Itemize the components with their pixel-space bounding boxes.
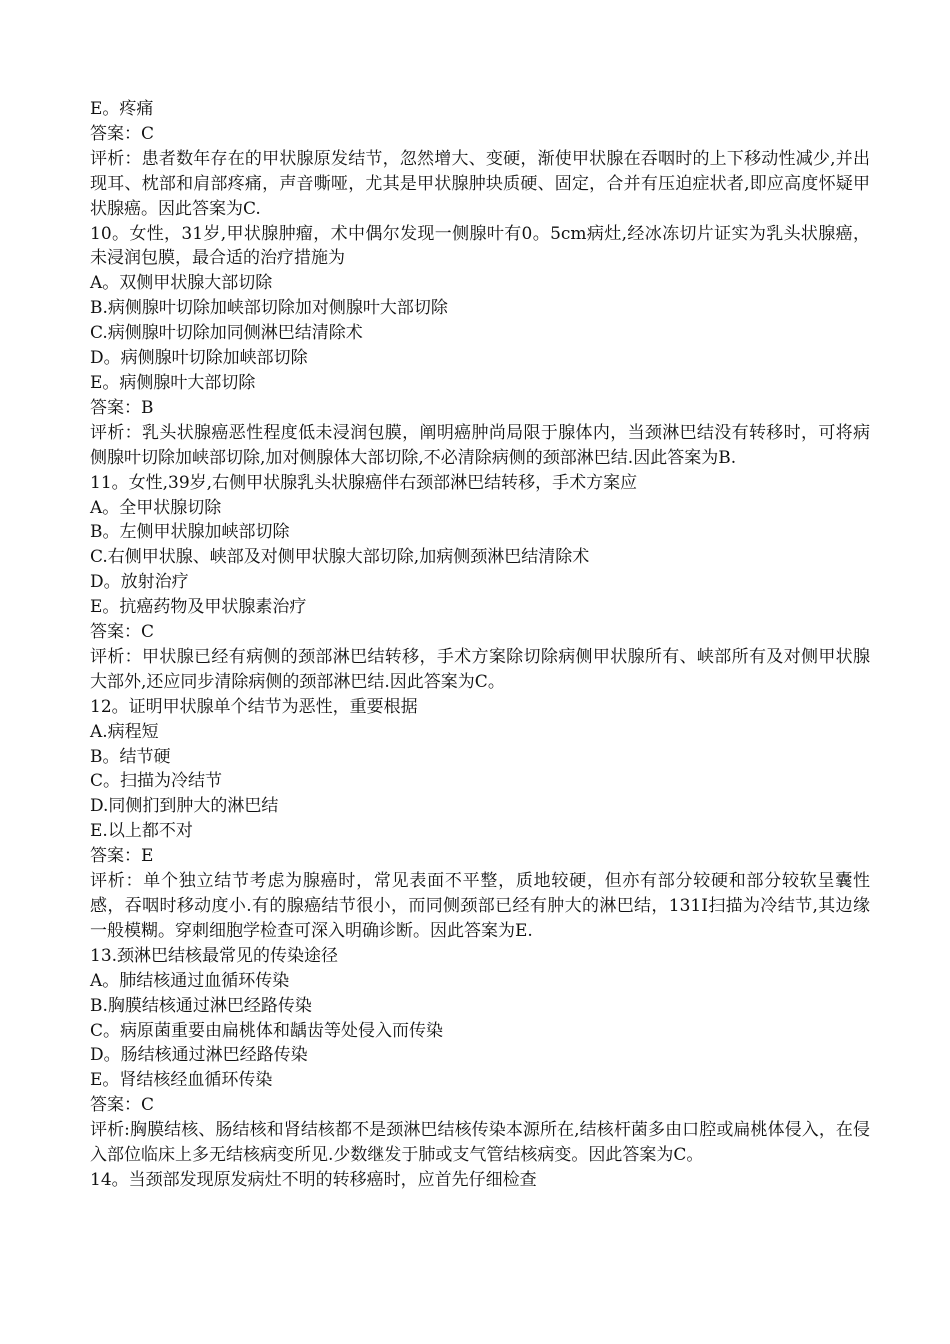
answer: 答案：C bbox=[90, 123, 155, 144]
analysis: 评析：患者数年存在的甲状腺原发结节，忽然增大、变硬，渐使甲状腺在吞咽时的上下移动性减少,并出现耳、枕部和肩部疼痛，声音嘶哑，尤其是甲状腺肿块质硬、固定，合并有压迫症状者,即应高度怀疑甲状腺癌。因此答案为C. bbox=[90, 148, 870, 219]
answer: 答案：B bbox=[90, 397, 154, 418]
analysis: 评析:胸膜结核、肠结核和肾结核都不是颈淋巴结核传染本源所在,结核杆菌多由口腔或扁桃体侵入，在侵入部位临床上多无结核病变所见.少数继发于肺或支气管结核病变。因此答案为C。 bbox=[90, 1120, 870, 1166]
document-body bbox=[90, 97, 870, 1193]
analysis: 评析：单个独立结节考虑为腺癌时，常见表面不平整，质地较硬，但亦有部分较硬和部分较软呈囊性感，吞咽时移动度小.有的腺癌结节很小，而同侧颈部已经有肿大的淋巴结，131I扫描为冷结节,其边缘一般模糊。穿刺细胞学检查可深入明确诊断。因此答案为E. bbox=[90, 871, 870, 941]
option-c: C.右侧甲状腺、峡部及对侧甲状腺大部切除,加病侧颈淋巴结清除术 bbox=[90, 547, 590, 568]
analysis: 评析：乳头状腺癌恶性程度低未浸润包膜，阐明癌肿尚局限于腺体内，当颈淋巴结没有转移时，可将病侧腺叶切除加峡部切除,加对侧腺体大部切除,不必清除病侧的颈部淋巴结.因此答案为B. bbox=[90, 422, 870, 468]
answer: 答案：C bbox=[90, 1095, 155, 1116]
option-b: B.胸膜结核通过淋巴经路传染 bbox=[90, 995, 312, 1016]
question-12: 12。证明甲状腺单个结节为恶性，重要根据 bbox=[90, 696, 418, 717]
option-d: D。病侧腺叶切除加峡部切除 bbox=[90, 348, 308, 369]
question-14: 14。当颈部发现原发病灶不明的转移癌时，应首先仔细检查 bbox=[90, 1169, 537, 1190]
option-a: A。肺结核通过血循环传染 bbox=[90, 970, 290, 991]
option-c: C。扫描为冷结节 bbox=[90, 771, 223, 792]
option-a: A。全甲状腺切除 bbox=[90, 497, 222, 518]
option-a: A。双侧甲状腺大部切除 bbox=[90, 273, 273, 294]
option-b: B。结节硬 bbox=[90, 746, 171, 767]
option-b: B。左侧甲状腺加峡部切除 bbox=[90, 522, 290, 543]
question-11: 11。女性,39岁,右侧甲状腺乳头状腺癌伴右颈部淋巴结转移，手术方案应 bbox=[90, 472, 638, 493]
option-c: C.病侧腺叶切除加同侧淋巴结清除术 bbox=[90, 323, 363, 344]
option-e: E。肾结核经血循环传染 bbox=[90, 1070, 273, 1091]
option-a: A.病程短 bbox=[90, 721, 159, 742]
question-10: 10。女性，31岁,甲状腺肿瘤，术中偶尔发现一侧腺叶有0。5cm病灶,经冰冻切片证实为乳头状腺癌，未浸润包膜，最合适的治疗措施为 bbox=[90, 223, 870, 269]
answer: 答案：E bbox=[90, 846, 154, 867]
option-e: E。病侧腺叶大部切除 bbox=[90, 372, 256, 393]
option-d: D。放射治疗 bbox=[90, 572, 189, 593]
analysis: 评析：甲状腺已经有病侧的颈部淋巴结转移，手术方案除切除病侧甲状腺所有、峡部所有及对侧甲状腺大部外,还应同步清除病侧的颈部淋巴结.因此答案为C。 bbox=[90, 646, 870, 692]
option-d: D。肠结核通过淋巴经路传染 bbox=[90, 1045, 308, 1066]
question-13: 13.颈淋巴结核最常见的传染途径 bbox=[90, 945, 339, 966]
option-e: E.以上都不对 bbox=[90, 821, 193, 842]
answer: 答案：C bbox=[90, 622, 155, 643]
option-e: E。疼痛 bbox=[90, 99, 154, 119]
option-d: D.同侧扪到肿大的淋巴结 bbox=[90, 796, 279, 817]
option-e: E。抗癌药物及甲状腺素治疗 bbox=[90, 597, 307, 618]
option-b: B.病侧腺叶切除加峡部切除加对侧腺叶大部切除 bbox=[90, 298, 448, 319]
option-c: C。病原菌重要由扁桃体和龋齿等处侵入而传染 bbox=[90, 1020, 444, 1041]
